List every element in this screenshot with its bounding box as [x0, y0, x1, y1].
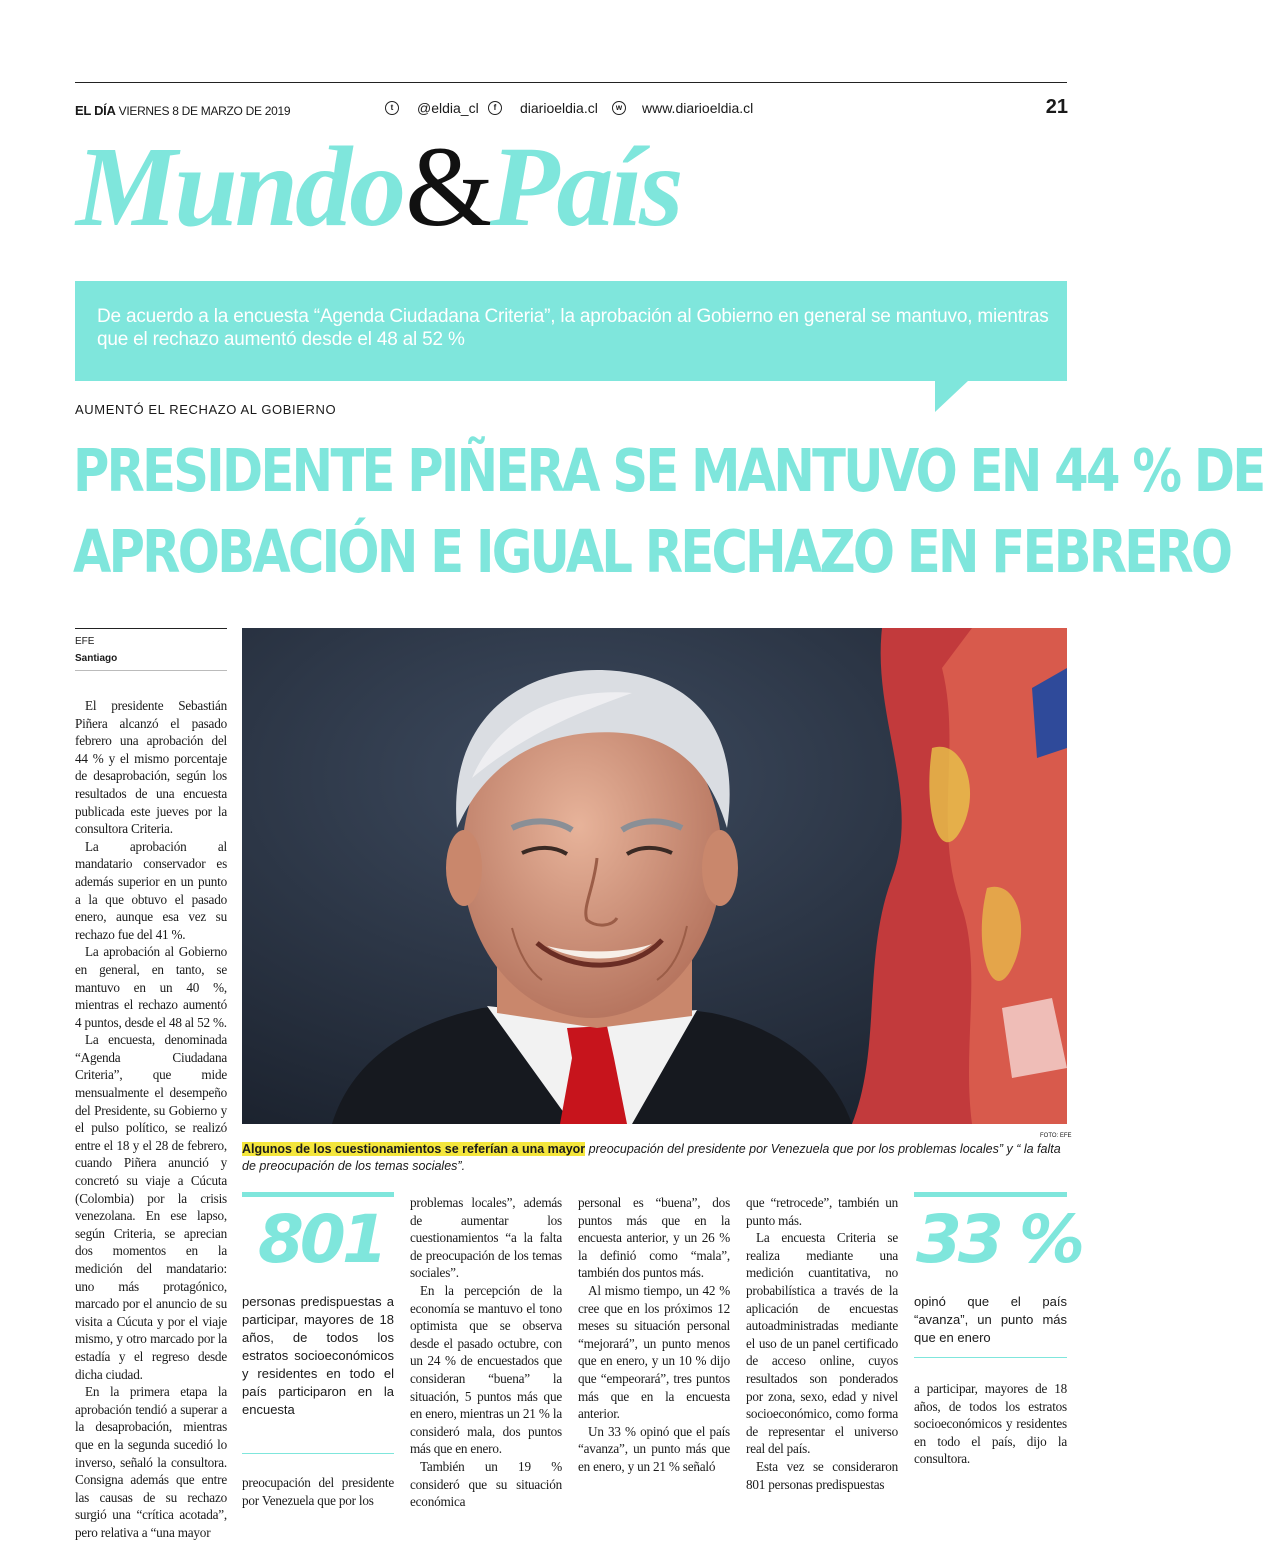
article-column-2 — [242, 1474, 394, 1509]
paragraph: personal es “buena”, dos puntos más que en la encuesta anterior, y un 26 % la definió como “mala”, también dos puntos más. — [578, 1195, 730, 1281]
stat-33-description: opinó que el país “avanza”, un punto más que en enero — [914, 1294, 1067, 1345]
byline-agency: EFE — [75, 636, 95, 647]
paragraph: La encuesta Criteria se realiza mediante una medición cuantitativa, no probabilística a través de la aplicación de encuestas autoadministradas mediante el uso de un panel certificado de acceso online, cuyos resultados son ponderados por zona, sexo, edad y nivel socioeconómico, como forma de representar el universo real del país. — [746, 1230, 898, 1457]
twitter-label: @eldia_cl — [417, 100, 479, 116]
globe-icon: w — [612, 101, 626, 115]
lead-text: De acuerdo a la encuesta “Agenda Ciudadana Criteria”, la aprobación al Gobierno en general se mantuvo, mientras que el rechazo aumentó desde el 48 al 52 % — [97, 306, 1049, 350]
paper-name: EL DÍA — [75, 103, 116, 118]
website-label: www.diarioeldia.cl — [642, 100, 754, 116]
facebook-label: diarioeldia.cl — [520, 100, 598, 116]
section-title-part2: País — [489, 123, 681, 250]
byline-city: Santiago — [75, 653, 118, 664]
stat-801-description: personas predispuestas a participar, mayores de 18 años, de todos los estratos socioeconómicos y residentes en todo el país participaron en la encuesta — [242, 1294, 394, 1417]
paragraph: a participar, mayores de 18 años, de todos los estratos socioeconómicos y residentes en todo el país, dijo la consultora. — [914, 1381, 1067, 1467]
paragraph: Al mismo tiempo, un 42 % cree que en los próximos 12 meses su situación personal “mejorará”, un punto menos que en enero, y un 10 % dijo que “empeorará”, tres puntos más que en la encuesta anterior. — [578, 1282, 730, 1422]
paragraph: En la percepción de la economía se mantuvo el tono optimista que se observa desde el pasado octubre, con un 24 % de encuestados que consideran “buena” la situación, 5 puntos más que en enero, mientras un 21 % la consideró mala, dos puntos más que en enero. — [410, 1282, 562, 1457]
byline-rule — [75, 628, 227, 629]
twitter-icon: t — [385, 101, 399, 115]
byline-divider — [75, 670, 227, 671]
stat-33-bottom-rule — [914, 1357, 1067, 1358]
facebook-icon: f — [488, 101, 502, 115]
website-link[interactable] — [612, 100, 753, 116]
section-title-part1: Mundo — [76, 123, 404, 250]
paragraph: Un 33 % opinó que el país “avanza”, un punto más que en enero, y un 21 % señaló — [578, 1423, 730, 1474]
kicker: AUMENTÓ EL RECHAZO AL GOBIERNO — [75, 402, 337, 417]
caption-text: preocupación del presidente por Venezuela que por los problemas locales” y “ la falta de preocupación de los temas sociales”. — [242, 1142, 1061, 1173]
paragraph: La aprobación al Gobierno en general, en tanto, se mantuvo en un 40 %, mientras el rechazo aumentó 4 puntos, desde el 48 al 52 %. — [75, 944, 227, 1030]
section-title — [76, 123, 681, 250]
paragraph: que “retrocede”, también un punto más. — [746, 1195, 898, 1228]
paper-info — [75, 103, 290, 118]
article-column-1 — [75, 697, 227, 1542]
paragraph: También un 19 % consideró que su situación económica — [410, 1458, 562, 1510]
paragraph: preocupación del presidente por Venezuela que por los — [242, 1475, 394, 1508]
section-title-amp: & — [405, 123, 488, 250]
photo-illustration — [242, 628, 1067, 1124]
president-photo — [242, 628, 1067, 1124]
headline-line-2: APROBACIÓN E IGUAL RECHAZO EN FEBRERO — [73, 517, 1231, 586]
article-column-4 — [578, 1194, 730, 1476]
stat-801-bottom-rule — [242, 1453, 394, 1454]
lead-box-tail — [935, 380, 969, 412]
twitter-handle[interactable] — [385, 100, 479, 116]
headline-line-1: PRESIDENTE PIÑERA SE MANTUVO EN 44 % DE — [73, 436, 1264, 505]
paragraph: La encuesta, denominada “Agenda Ciudadana Criteria”, que mide mensualmente el desempeño del Presidente, su Gobierno y el pulso político, se realizó entre el 18 y el 28 de febrero, cuando Piñera anunció y concretó su viaje a Cúcuta (Colombia) por la crisis venezolana. En ese lapso, según Criteria, se aprecian dos momentos en la medición del mandatario: uno más protagónico, marcado por el anuncio de su visita a Cúcuta y por el viaje mismo, y otro marcado por la estadía y el regreso desde dicha ciudad. — [75, 1032, 227, 1382]
page-number: 21 — [1045, 96, 1068, 118]
issue-date: VIERNES 8 DE MARZO DE 2019 — [118, 104, 291, 118]
paragraph: El presidente Sebastián Piñera alcanzó el pasado febrero una aprobación del 44 % y el mismo porcentaje de desaprobación, según los resultados de una encuesta publicada este jueves por la consultora Criteria. — [75, 698, 227, 837]
facebook-page[interactable] — [488, 100, 598, 116]
article-column-6 — [914, 1380, 1067, 1468]
article-column-3 — [410, 1194, 562, 1511]
caption-highlight: Algunos de los cuestionamientos se referían a una mayor — [242, 1142, 586, 1156]
header-rule — [75, 82, 1067, 83]
paragraph: La aprobación al mandatario conservador es además superior en un punto a la que obtuvo el pasado enero, aunque esa vez su rechazo fue del 41 %. — [75, 838, 227, 942]
stat-33-number: 33 % — [916, 1201, 1081, 1278]
stat-33-rule — [914, 1192, 1067, 1197]
paragraph: En la primera etapa la aprobación tendió a superar a la desaprobación, mientras que en la segunda sucedió lo inverso, señaló la consultora. Consigna además que entre las causas de su rechazo surgió una “crítica acotada”, pero relativa a “una mayor — [75, 1384, 227, 1540]
stat-801-number: 801 — [258, 1201, 384, 1278]
photo-credit: FOTO: EFE — [1040, 1133, 1072, 1139]
headline — [73, 430, 1264, 592]
article-column-5 — [746, 1194, 898, 1493]
photo-caption — [242, 1141, 1068, 1175]
stat-801-rule — [242, 1192, 394, 1197]
paragraph: problemas locales”, además de aumentar los cuestionamientos “a la falta de preocupación de los temas sociales”. — [410, 1195, 562, 1281]
paragraph: Esta vez se consideraron 801 personas predispuestas — [746, 1458, 898, 1492]
